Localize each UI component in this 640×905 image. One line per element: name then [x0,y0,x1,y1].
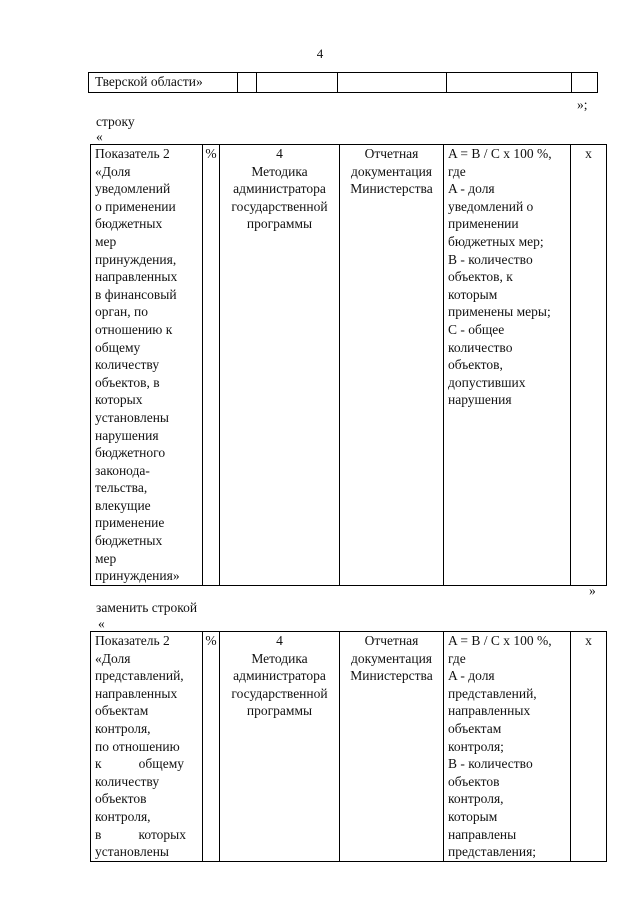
formula-line: количество [448,339,513,355]
indicator-line: установлены [95,409,169,425]
formula-line: применены меры; [448,304,551,320]
indicator-line: представлений, [95,668,184,684]
formula-line: объектов [448,773,500,789]
indicator-line: уведомлений [95,181,171,197]
indicator-line: направленных [95,269,178,285]
formula-line: B - количество [448,251,533,267]
indicator-line: в финансовый [95,286,177,302]
indicator-line: влекущие [95,497,151,513]
top-row-table [88,72,598,93]
indicator-table-2 [90,631,607,862]
indicator-line: мер [95,233,117,249]
indicator-line: Показатель 2 [95,146,170,161]
formula-line: контроля, [448,791,504,807]
t1-formula-cell [444,145,571,586]
method-line: Методика [251,163,308,179]
formula-line: где [448,163,466,179]
t2-source-cell [340,632,444,862]
t1-method-cell [220,145,340,586]
source-line: Министерства [350,668,433,684]
indicator-line: принуждения, [95,251,177,267]
formula-line: нарушения [448,392,512,408]
indicator-line: установлены [95,844,169,860]
indicator-line: нарушения [95,427,159,443]
formula-line: A - доля [448,668,495,684]
indicator-line: по отношению [95,738,180,754]
formula-line: A = B / C x 100 %, [448,633,552,648]
top-row-empty-1 [238,73,257,93]
formula-line: представления; [448,844,537,860]
source-line: документация [350,163,433,179]
top-row-empty-4 [447,73,572,93]
t1-indicator-cell [91,145,203,586]
method-line: Методика [251,650,308,666]
indicator-line: количеству [95,357,160,373]
replace-text: заменить строкой [96,600,198,615]
method-line: администратора [233,181,326,197]
indicator-line: контроля, [95,720,151,736]
indicator-line: Показатель 2 [95,633,170,648]
t2-indicator-cell [91,632,203,862]
formula-line: B - количество [448,756,533,772]
indicator-line: бюджетного [95,445,166,461]
indicator-line: принуждения» [95,568,180,584]
open-quote-1: « [96,129,103,144]
formula-line: которым [448,808,498,824]
indicator-line: направленных [95,685,178,701]
indicator-line: в которых [95,826,186,842]
indicator-line: «Доля [95,163,131,179]
indicator-line: объектов [95,791,147,807]
indicator-line: количеству [95,773,160,789]
t2-last-cell: x [571,632,607,862]
indicator-line: общему [95,339,141,355]
method-line: 4 [276,633,283,648]
indicator-line: применение [95,515,165,531]
formula-line: допустивших [448,374,526,390]
source-line: Отчетная [364,633,419,648]
indicator-line: контроля, [95,808,151,824]
formula-line: контроля; [448,738,504,754]
formula-line: объектам [448,720,502,736]
formula-line: которым [448,286,498,302]
formula-line: направлены [448,826,517,842]
indicator-line: бюджетных [95,533,163,549]
t2-unit-cell: % [203,632,220,862]
method-line: государственной [231,198,328,214]
top-row-empty-5 [572,73,598,93]
indicator-table-1 [90,144,607,586]
formula-line: где [448,650,466,666]
indicator-line: которых [95,392,143,408]
source-line: документация [350,650,433,666]
formula-line: A - доля [448,181,495,197]
indicator-line: объектов, в [95,374,160,390]
method-line: 4 [276,146,283,161]
top-row-cell: Тверской области» [89,73,238,93]
t2-method-cell [220,632,340,862]
formula-line: объектов, к [448,269,513,285]
t1-unit-cell: % [203,145,220,586]
page-number: 4 [316,46,324,61]
indicator-line: законода- [95,462,150,478]
indicator-line: отношению к [95,321,173,337]
formula-line: объектов, [448,357,503,373]
formula-line: C - общее [448,321,505,337]
formula-line: применении [448,216,519,232]
t2-formula-cell [444,632,571,862]
indicator-line: бюджетных [95,216,163,232]
formula-line: A = B / C x 100 %, [448,146,552,161]
closing-semicolon: »; [577,97,588,112]
method-line: программы [246,703,313,719]
method-line: государственной [231,685,328,701]
closing-quote: » [589,583,596,598]
indicator-line: мер [95,550,117,566]
indicator-line: о применении [95,198,176,214]
source-line: Министерства [350,181,433,197]
open-quote-2: « [98,616,105,631]
source-line: Отчетная [364,146,419,161]
top-row-empty-2 [257,73,338,93]
method-line: программы [246,216,313,232]
indicator-line: объектам [95,703,149,719]
formula-line: бюджетных мер; [448,233,544,249]
indicator-line: к общему [95,756,184,772]
formula-line: уведомлений о [448,198,534,214]
t1-last-cell: x [571,145,607,586]
row-word: строку [96,114,135,129]
indicator-line: тельства, [95,480,148,496]
formula-line: направленных [448,703,531,719]
top-row-empty-3 [338,73,447,93]
indicator-line: орган, по [95,304,148,320]
t1-source-cell [340,145,444,586]
method-line: администратора [233,668,326,684]
formula-line: представлений, [448,685,537,701]
indicator-line: «Доля [95,650,131,666]
